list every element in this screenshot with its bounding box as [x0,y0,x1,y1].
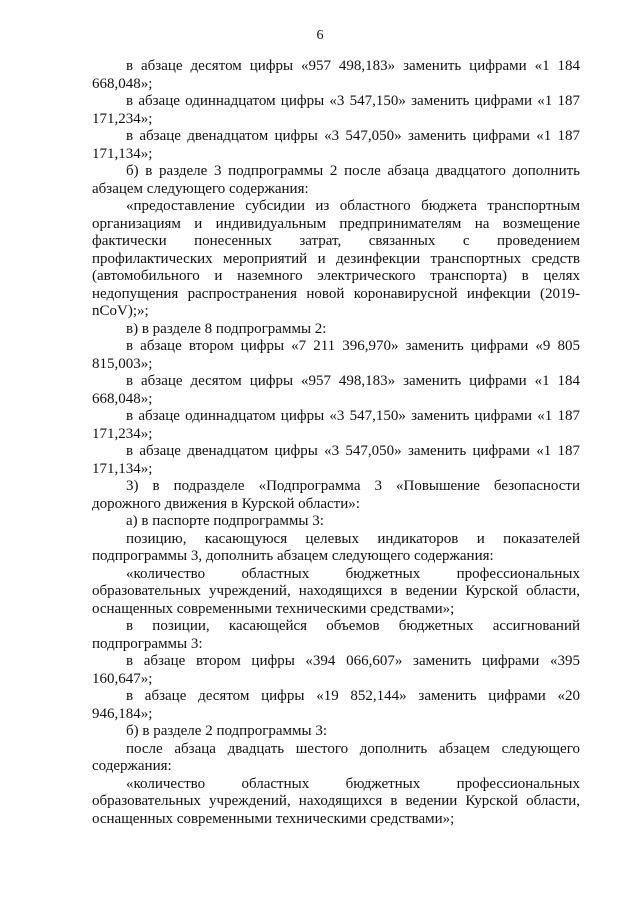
document-body [92,58,580,828]
paragraph: в абзаце двенадцатом цифры «3 547,050» заменить цифрами «1 187 171,134»; [92,128,580,162]
paragraph: 3) в подразделе «Подпрограмма 3 «Повышение безопасности дорожного движения в Курской области»: [92,478,580,512]
paragraph: в) в разделе 8 подпрограммы 2: [126,320,327,337]
paragraph: «количество областных бюджетных профессиональных образовательных учреждений, находящихся в ведении Курской области, оснащенных современными техническими средствами»; [92,565,580,617]
paragraph: в абзаце втором цифры «394 066,607» заменить цифрами «395 160,647»; [92,653,580,687]
paragraph: в абзаце десятом цифры «957 498,183» заменить цифрами «1 184 668,048»; [92,373,580,407]
paragraph: б) в разделе 3 подпрограммы 2 после абзаца двадцатого дополнить абзацем следующего содержания: [92,163,580,197]
paragraph: позицию, касающуюся целевых индикаторов и показателей подпрограммы 3, дополнить абзацем следующего содержания: [92,530,580,564]
paragraph: после абзаца двадцать шестого дополнить абзацем следующего содержания: [92,740,580,774]
paragraph: в абзаце двенадцатом цифры «3 547,050» заменить цифрами «1 187 171,134»; [92,443,580,477]
paragraph: в абзаце одиннадцатом цифры «3 547,150» заменить цифрами «1 187 171,234»; [92,408,580,442]
page-number: 6 [316,28,324,43]
paragraph: в абзаце десятом цифры «19 852,144» заменить цифрами «20 946,184»; [92,688,580,722]
paragraph: «количество областных бюджетных профессиональных образовательных учреждений, находящихся в ведении Курской области, оснащенных современными техническими средствами»; [92,775,580,827]
paragraph: в позиции, касающейся объемов бюджетных ассигнований подпрограммы 3: [92,618,580,652]
paragraph: б) в разделе 2 подпрограммы 3: [126,723,327,739]
paragraph: в абзаце десятом цифры «957 498,183» заменить цифрами «1 184 668,048»; [92,58,580,92]
paragraph: а) в паспорте подпрограммы 3: [126,513,324,529]
paragraph: в абзаце втором цифры «7 211 396,970» заменить цифрами «9 805 815,003»; [92,338,580,372]
paragraph: «предоставление субсидии из областного бюджета транспортным организациям и индивидуальным предпринимателям на возмещение фактически понесенных затрат, связанных с проведением профилактических мероприятий и дезинфекции транспортных средств (автомобильного и наземного электрического транспорта) в целях недопущения распространения новой коронавирусной инфекции (2019-nCoV);»; [92,198,580,319]
paragraph: в абзаце одиннадцатом цифры «3 547,150» заменить цифрами «1 187 171,234»; [92,93,580,127]
